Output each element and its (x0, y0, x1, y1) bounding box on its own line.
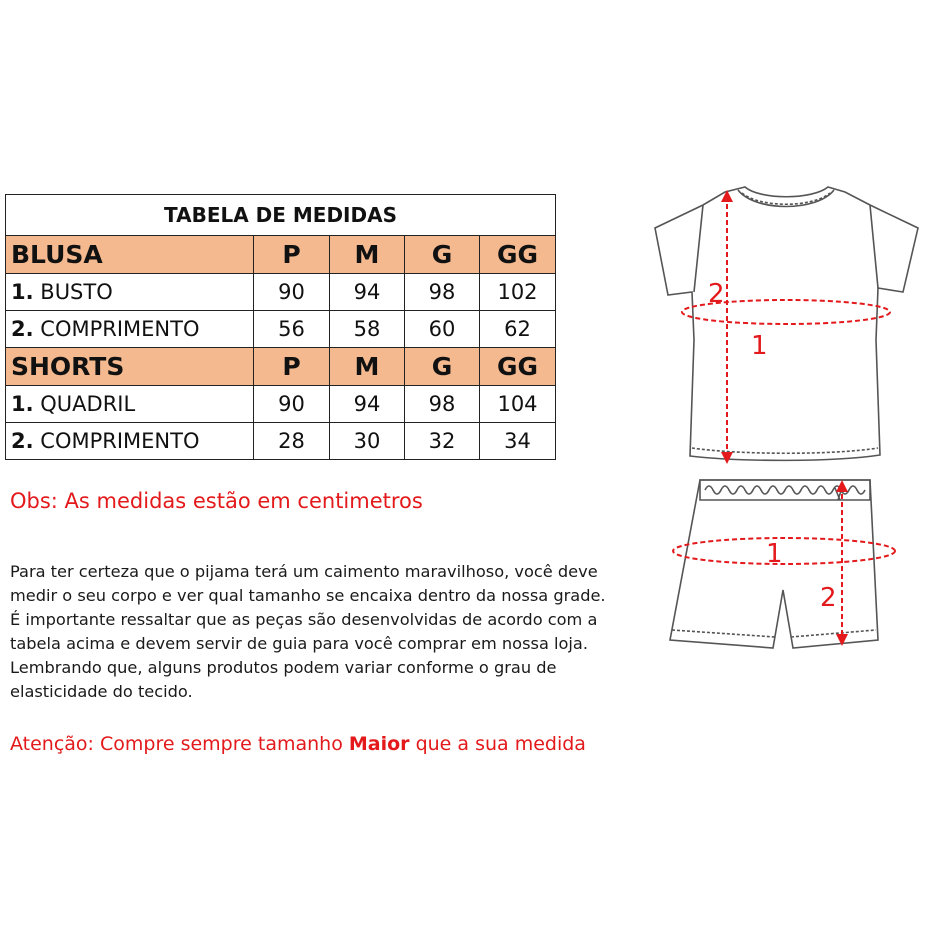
table-row (6, 386, 556, 423)
size-header: G (405, 236, 480, 274)
hip-line (673, 538, 895, 564)
shirt-length-label: 2 (708, 279, 725, 309)
shorts-drawstring (835, 488, 842, 500)
row-label-text: QUADRIL (40, 392, 136, 416)
table-cell: 58 (330, 311, 405, 348)
table-cell: 98 (405, 274, 480, 311)
row-label-text: COMPRIMENTO (40, 429, 200, 453)
row-label (6, 311, 254, 348)
row-label (6, 423, 254, 460)
shorts-length-label: 2 (820, 583, 837, 613)
attention-bold: Maior (348, 733, 410, 755)
table-title-row (6, 195, 556, 236)
shirt-collar-stitch (742, 193, 830, 204)
paragraph-line: elasticidade do tecido. (10, 682, 193, 701)
row-label-text: COMPRIMENTO (40, 317, 200, 341)
shirt-sleeve-left (694, 205, 703, 292)
table-cell: 32 (405, 423, 480, 460)
size-header: GG (480, 236, 556, 274)
paragraph-line: tabela acima e devem servir de guia para você comprar em nossa loja. (10, 634, 588, 653)
table-cell: 94 (330, 386, 405, 423)
section-header-blusa (6, 236, 556, 274)
paragraph-line: É importante ressaltar que as peças são desenvolvidas de acordo com a (10, 610, 598, 629)
table-title: TABELA DE MEDIDAS (6, 195, 556, 236)
size-header: P (254, 236, 330, 274)
shirt-sleeve-right (870, 205, 878, 288)
table-row (6, 311, 556, 348)
row-label-text: BUSTO (40, 280, 113, 304)
paragraph-line: medir o seu corpo e ver qual tamanho se encaixa dentro da nossa grade. (10, 586, 606, 605)
shirt-bust-label: 1 (751, 331, 768, 361)
size-table (5, 194, 556, 460)
table-cell: 30 (330, 423, 405, 460)
table-cell: 98 (405, 386, 480, 423)
size-header: GG (480, 348, 556, 386)
row-label (6, 386, 254, 423)
table-cell: 62 (480, 311, 556, 348)
size-header: M (330, 236, 405, 274)
row-label (6, 274, 254, 311)
shorts-hem-right (791, 630, 876, 637)
shorts-hem-left (672, 630, 775, 637)
row-number: 1. (11, 280, 34, 304)
table-cell: 102 (480, 274, 556, 311)
attention-note (10, 733, 586, 755)
section-name: BLUSA (6, 236, 254, 274)
row-number: 2. (11, 429, 34, 453)
instructions-paragraph (10, 560, 630, 704)
table-row (6, 423, 556, 460)
size-header: G (405, 348, 480, 386)
table-cell: 94 (330, 274, 405, 311)
section-header-shorts (6, 348, 556, 386)
table-cell: 90 (254, 386, 330, 423)
attention-prefix: Atenção: Compre sempre tamanho (10, 733, 349, 755)
attention-suffix: que a sua medida (409, 733, 586, 755)
table-cell: 90 (254, 274, 330, 311)
size-header: P (254, 348, 330, 386)
garment-illustration (640, 170, 925, 670)
shorts-hip-label: 1 (766, 539, 783, 569)
row-number: 1. (11, 392, 34, 416)
table-row (6, 274, 556, 311)
table-cell: 34 (480, 423, 556, 460)
table-cell: 60 (405, 311, 480, 348)
shirt-hem-stitch (692, 448, 878, 453)
size-header: M (330, 348, 405, 386)
paragraph-line: Lembrando que, alguns produtos podem variar conforme o grau de (10, 658, 557, 677)
table-cell: 104 (480, 386, 556, 423)
row-number: 2. (11, 317, 34, 341)
section-name: SHORTS (6, 348, 254, 386)
table-cell: 56 (254, 311, 330, 348)
table-cell: 28 (254, 423, 330, 460)
shorts-measurements (673, 486, 895, 640)
measurement-note: Obs: As medidas estão em centimetros (10, 489, 423, 513)
paragraph-line: Para ter certeza que o pijama terá um caimento maravilhoso, você deve (10, 562, 598, 581)
shirt-measurements (682, 196, 890, 458)
